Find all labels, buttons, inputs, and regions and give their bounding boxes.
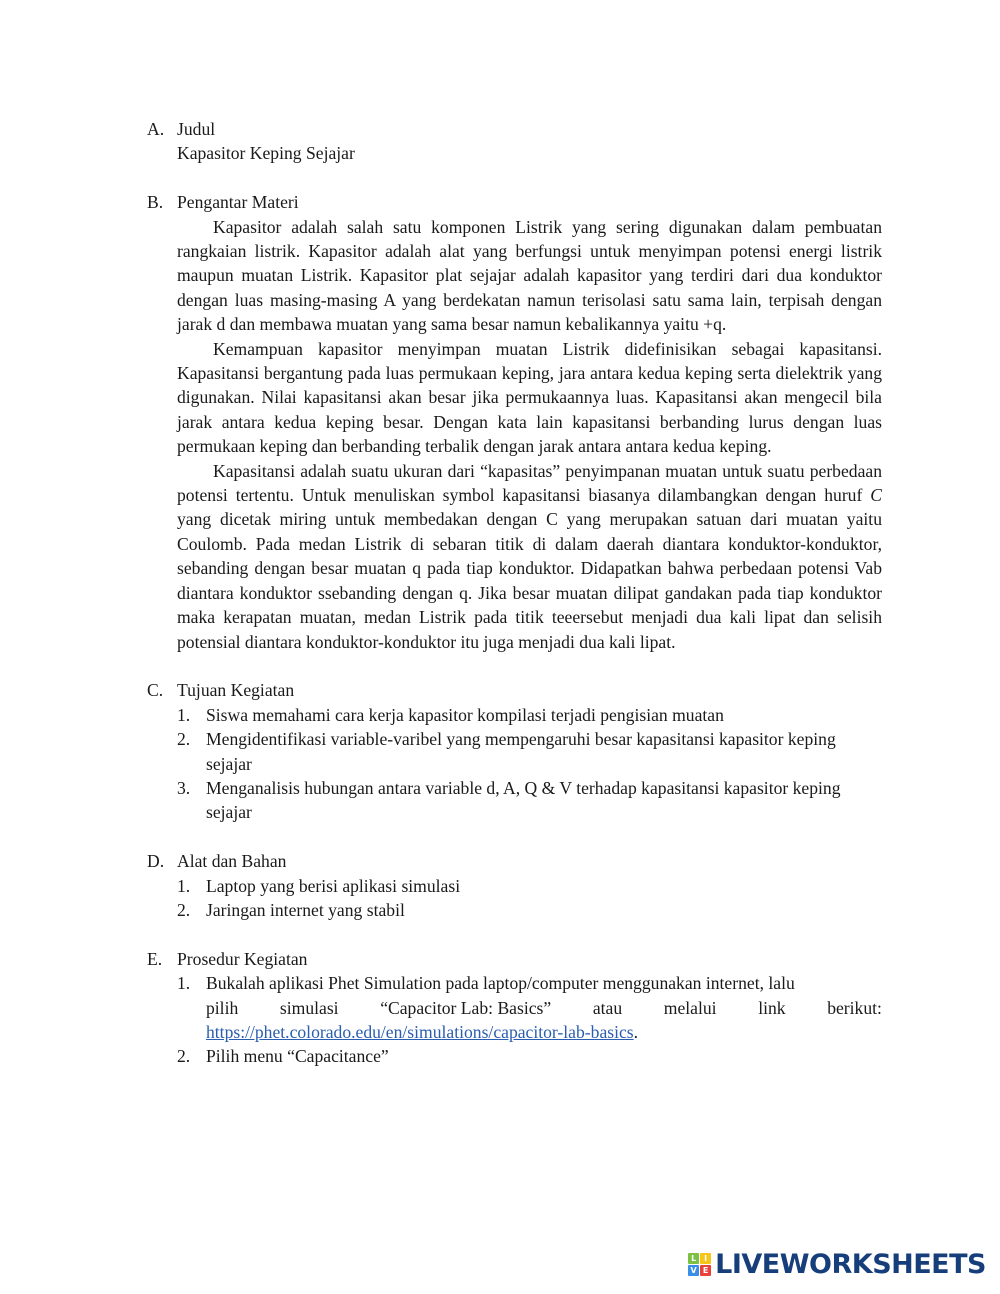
section-tujuan-kegiatan <box>147 678 882 824</box>
list-number: 1. <box>177 973 191 994</box>
materials-list <box>177 874 882 923</box>
section-title: Judul <box>177 119 216 139</box>
logo-tile: L <box>688 1253 699 1264</box>
logo-tile: V <box>688 1265 699 1276</box>
list-item <box>177 874 882 898</box>
logo-text: LIVEWORKSHEETS <box>715 1249 986 1280</box>
word: pilih <box>206 997 239 1018</box>
document-content <box>147 117 882 1093</box>
capacitance-symbol: C <box>870 485 882 506</box>
list-item <box>177 971 882 1044</box>
list-number: 3. <box>177 777 191 798</box>
section-alat-dan-bahan <box>147 849 882 922</box>
list-number: 1. <box>177 875 191 896</box>
section-title: Pengantar Materi <box>177 192 299 213</box>
section-title: Prosedur Kegiatan <box>177 948 308 969</box>
list-item <box>177 898 882 922</box>
list-item <box>177 776 882 825</box>
procedure-list <box>177 971 882 1069</box>
section-heading <box>147 849 882 873</box>
section-letter: B. <box>147 192 164 213</box>
punctuation: . <box>633 1021 639 1042</box>
section-letter: D. <box>147 851 165 872</box>
section-title: Tujuan Kegiatan <box>177 680 295 701</box>
word: melalui <box>663 997 717 1018</box>
paragraph <box>177 459 882 654</box>
list-text: Bukalah aplikasi Phet Simulation pada laptop/computer menggunakan internet, lalu <box>206 973 795 994</box>
list-text: Siswa memahami cara kerja kapasitor kompilasi terjadi pengisian muatan <box>206 704 724 725</box>
list-item <box>177 727 882 776</box>
section-letter: A. <box>147 119 165 139</box>
section-heading <box>147 947 882 971</box>
section-heading <box>147 190 882 214</box>
list-text: Laptop yang berisi aplikasi simulasi <box>206 875 461 896</box>
paragraph: Kapasitor adalah salah satu komponen Listrik yang sering digunakan dalam pembuatan rangkaian listrik. Kapasitor adalah alat yang berfungsi untuk menyimpan potensi energi listrik maupun muatan Listrik. Kapasitor plat sejajar adalah kapasitor yang terdiri dari dua konduktor dengan luas masing-masing A yang berdekatan namun terisolasi satu sama lain, terpisah dengan jarak d dan membawa muatan yang sama besar namun kebalikannya yaitu +q. <box>177 216 882 335</box>
objectives-list <box>177 703 882 825</box>
section-heading <box>147 678 882 702</box>
section-title: Alat dan Bahan <box>177 851 287 872</box>
list-item <box>177 703 882 727</box>
word: “Capacitor Lab: Basics” <box>380 997 552 1018</box>
logo-tile: E <box>700 1265 711 1276</box>
paragraph: Kemampuan kapasitor menyimpan muatan Listrik didefinisikan sebagai kapasitansi. Kapasitansi bergantung pada luas permukaan keping, jara antara kedua keping serta dielektrik yang digunakan. Nilai kapasitansi akan besar jika permukaannya luas. Kapasitansi akan mengecil bila jarak antara kedua keping besar. Dengan kata lain kapasitansi berbanding lurus dengan luas permukaan keping dan berbanding terbalik dengan jarak antara antara kedua keping. <box>177 338 882 457</box>
section-heading <box>147 117 882 141</box>
list-number: 2. <box>177 1046 191 1067</box>
word: berikut: <box>827 997 882 1018</box>
list-number: 2. <box>177 899 191 920</box>
list-text-line <box>206 971 882 995</box>
phet-simulation-link[interactable]: https://phet.colorado.edu/en/simulations/capacitor-lab-basics <box>206 1021 634 1042</box>
list-text: Mengidentifikasi variable-varibel yang mempengaruhi besar kapasitansi kapasitor keping sejajar <box>206 729 836 774</box>
word: link <box>758 997 786 1018</box>
paragraph-text: yang dicetak miring untuk membedakan dengan C yang merupakan satuan dari muatan yaitu Coulomb. Pada medan Listrik di sebaran titik di dalam daerah diantara konduktor-konduktor, sebanding dengan besar muatan q pada tiap konduktor. Didapatkan bahwa perbedaan potensi Vab diantara konduktor ssebanding dengan q. Jika besar muatan dilipat gandakan pada tiap konduktor maka kerapatan muatan, medan Listrik pada titik teeersebut menjadi dua kali lipat dan selisih potensial diantara konduktor-konduktor itu juga menjadi dua kali lipat. <box>177 509 882 652</box>
section-letter: E. <box>147 948 163 969</box>
section-letter: C. <box>147 680 164 701</box>
list-number: 1. <box>177 704 191 725</box>
list-number: 2. <box>177 729 191 750</box>
word: simulasi <box>279 997 339 1018</box>
document-title: Kapasitor Keping Sejajar <box>177 143 355 164</box>
paragraph-text: Kapasitansi adalah suatu ukuran dari “kapasitas” penyimpanan muatan untuk suatu perbedaan potensi tertentu. Untuk menuliskan symbol kapasitansi biasanya dilambangkan dengan huruf <box>177 460 882 506</box>
list-text: Pilih menu “Capacitance” <box>206 1046 389 1067</box>
word: atau <box>592 997 623 1018</box>
section-prosedur-kegiatan <box>147 947 882 1069</box>
logo-icon <box>688 1253 711 1276</box>
list-text: Menganalisis hubungan antara variable d, A, Q & V terhadap kapasitansi kapasitor keping sejajar <box>206 777 841 823</box>
logo-tile: I <box>700 1253 711 1264</box>
section-pengantar-materi <box>147 190 882 654</box>
liveworksheets-logo <box>688 1249 986 1280</box>
list-text: Jaringan internet yang stabil <box>206 899 405 920</box>
list-item <box>177 1044 882 1068</box>
list-text-line <box>206 996 882 1020</box>
section-judul <box>147 117 882 166</box>
